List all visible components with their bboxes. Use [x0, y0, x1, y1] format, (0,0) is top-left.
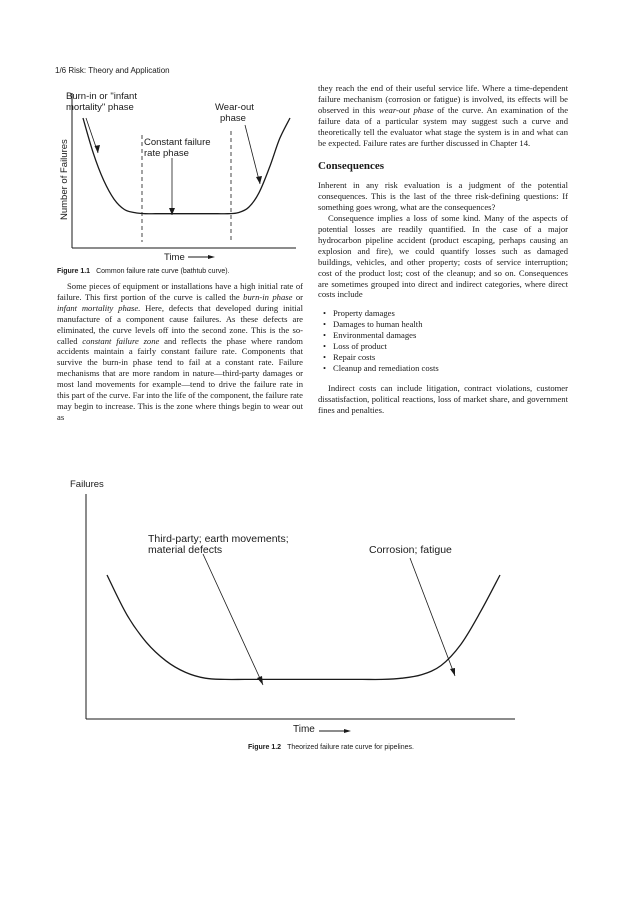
paragraph-consequences-loss: Consequence implies a loss of some kind. Many of the aspects of potential losses are readily quantified. In the case of a major hydrocarbon pipeline accident (product escaping, perhaps causing an explosion and fire), we could quantify losses such as damaged buildings, vehicles, and other property; costs of service interruption; cost of the product lost; cost of the cleanup; and so on. Consequences are sometimes grouped into direct and indirect categories, where direct costs include — [318, 213, 568, 300]
bullet-icon: • — [323, 319, 327, 330]
x-axis-arrowhead — [208, 255, 215, 259]
direct-cost-item: • Repair costs — [323, 351, 376, 362]
figure-1-2-caption — [248, 744, 414, 751]
bullet-icon: • — [323, 330, 327, 341]
figure-1-1-caption — [57, 268, 230, 275]
pipeline-failure-curve — [107, 575, 500, 679]
paragraph-bathtub: Some pieces of equipment or installations have a high initial rate of failure. This first portion of the curve is called the burn-in phase or infant mortality phase. Here, defects that developed during initial manufacture of a component cause failures. As these defects are eliminated, the curve levels off into the second zone. This is the so-called constant failure zone and reflects the phase where random accidents maintain a fairly constant failure rate. Components that survive the burn-in phase tend to fail at a constant rate. Failure mechanisms that are more random in nature—third-party damages or most land movements for example—tend to drive the failure rate in this part of the curve. Far into the life of the component, the failure rate may begin to increase. This is the zone where things begin to wear out as — [57, 281, 303, 422]
constant-label: Constant failure — [144, 137, 211, 148]
direct-costs-list — [318, 308, 568, 373]
bullet-icon: • — [323, 341, 327, 352]
burn-in-label-line2: mortality" phase — [66, 102, 134, 113]
paragraph-wear-out: they reach the end of their useful service life. Where a time-dependent failure mechanism (corrosion or fatigue) is involved, its effects will be observed in this wear-out phase of the curve. An examination of the failure data of a particular system may suggest such a curve and theoretically tell the evaluator what stage the system is in and what can be expected. Failure rates are further discussed in Chapter 14. — [318, 83, 569, 148]
figure-1-2-chart — [55, 472, 520, 742]
direct-cost-item: • Environmental damages — [323, 330, 417, 341]
figure-1-1-caption-text: Common failure rate curve (bathtub curve). — [96, 268, 230, 275]
figure-1-2-caption-text: Theorized failure rate curve for pipelines. — [287, 744, 414, 751]
direct-cost-item: • Cleanup and remediation costs — [323, 362, 439, 373]
corrosion-label: Corrosion; fatigue — [369, 544, 452, 556]
burn-in-label: Burn-in or "infant — [66, 91, 137, 102]
wear-out-label: Wear-out — [215, 102, 254, 113]
paragraph-indirect-costs: Indirect costs can include litigation, contract violations, customer dissatisfaction, political reactions, loss of market share, and government fines and penalties. — [318, 382, 568, 415]
third-party-label-line2: material defects — [148, 544, 223, 556]
x-axis-arrowhead — [344, 729, 351, 733]
running-head: 1/6 Risk: Theory and Application — [55, 66, 170, 75]
bullet-icon: • — [323, 362, 327, 373]
x-axis-label: Time — [293, 724, 315, 735]
y-axis-label: Number of Failures — [59, 139, 70, 220]
bullet-icon: • — [323, 308, 327, 319]
x-axis-label: Time — [164, 252, 185, 263]
left-column — [57, 281, 303, 423]
corrosion-arrowhead — [450, 668, 455, 676]
figure-1-1-number: Figure 1.1 — [57, 268, 91, 275]
section-heading-consequences: Consequences — [318, 160, 385, 173]
third-party-arrowhead — [257, 676, 263, 685]
direct-cost-item: • Property damages — [323, 308, 395, 319]
wear-out-label-line2: phase — [220, 113, 246, 124]
corrosion-pointer — [410, 558, 455, 676]
direct-cost-item: • Loss of product — [323, 341, 387, 352]
wear-out-pointer — [245, 125, 260, 184]
figure-1-1-chart — [55, 85, 305, 270]
bullet-icon: • — [323, 351, 327, 362]
wear-out-arrowhead — [256, 176, 262, 184]
y-axis-label: Failures — [70, 479, 104, 490]
figure-1-2-number: Figure 1.2 — [248, 744, 282, 751]
bathtub-curve — [83, 118, 290, 214]
third-party-pointer — [203, 554, 263, 685]
third-party-label: Third-party; earth movements; — [148, 533, 289, 545]
constant-label-line2: rate phase — [144, 148, 189, 159]
direct-cost-item: • Damages to human health — [323, 319, 423, 330]
right-column — [318, 83, 568, 415]
paragraph-consequences-intro: Inherent in any risk evaluation is a judgment of the potential consequences. This is the last of the three risk-defining questions: If something goes wrong, what are the consequences? — [318, 180, 568, 213]
